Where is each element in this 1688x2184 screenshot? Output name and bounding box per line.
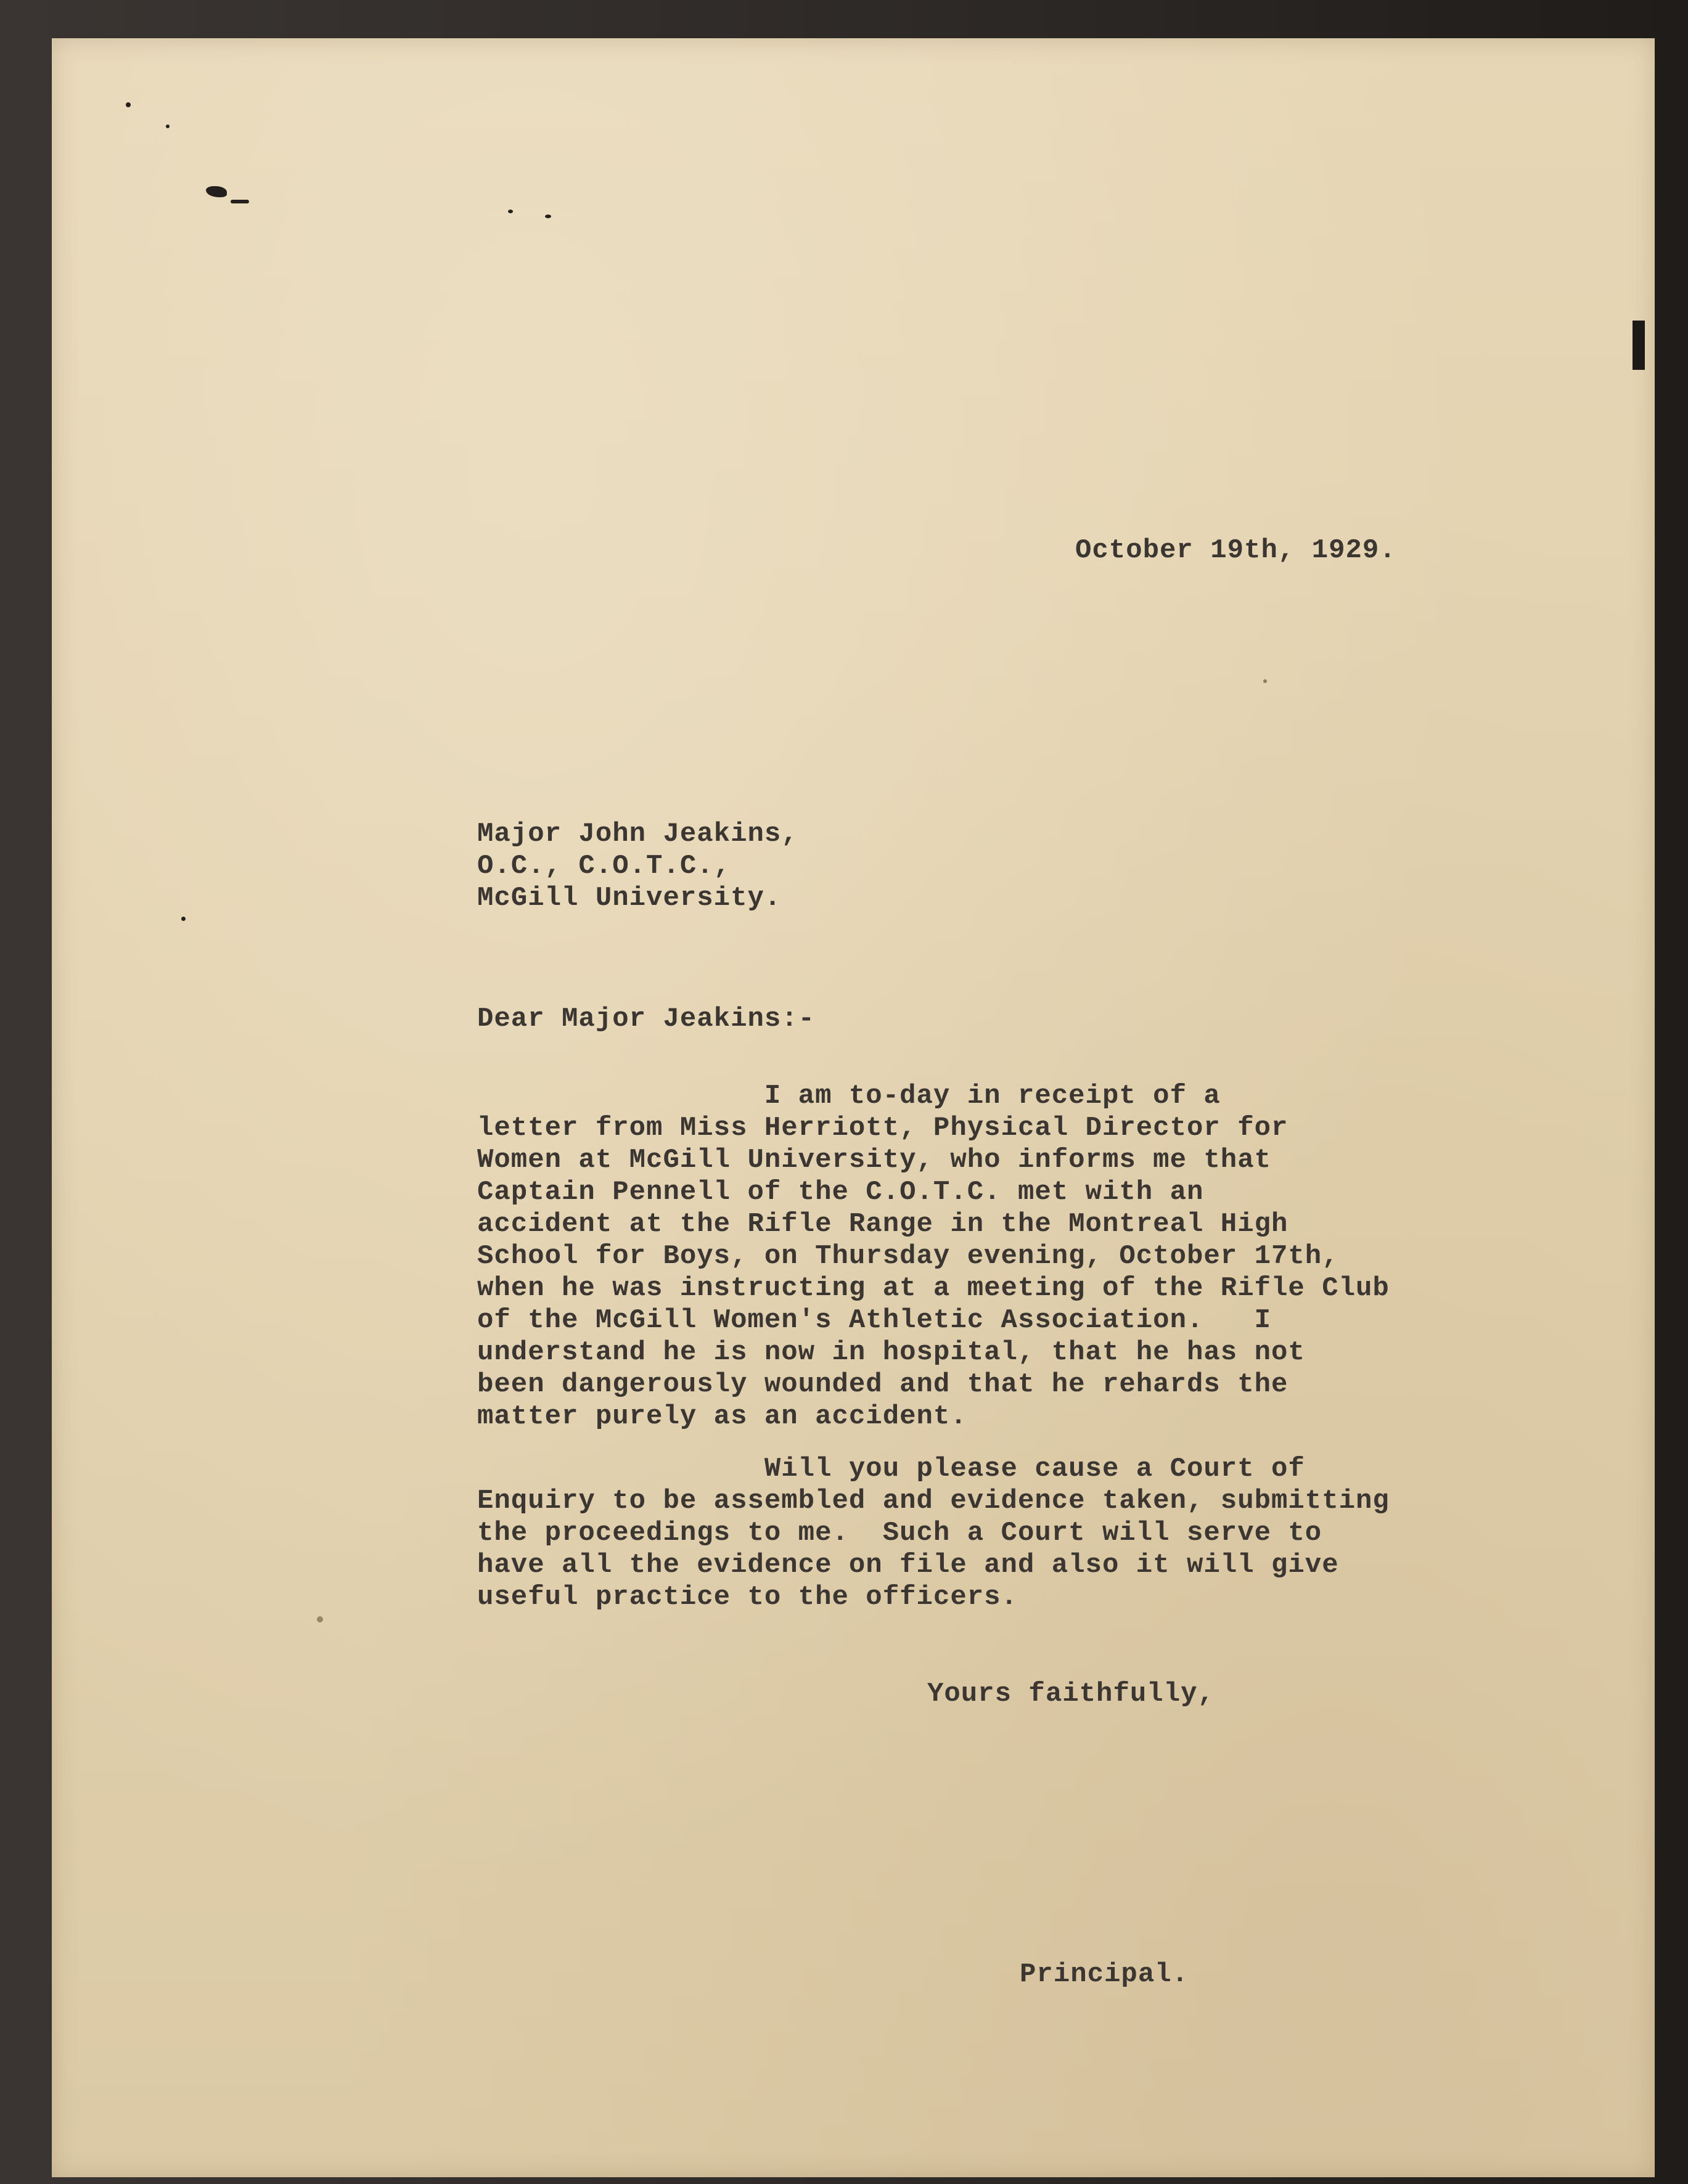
ink-speck xyxy=(181,917,186,921)
body-paragraph-2 xyxy=(477,1453,1390,1613)
ink-speck xyxy=(126,102,131,107)
paragraph-line: Will you please cause a Court of xyxy=(477,1454,1305,1484)
paragraph-line: the proceedings to me. Such a Court will serve to xyxy=(477,1518,1322,1548)
paragraph-line: matter purely as an accident. xyxy=(477,1401,967,1432)
ink-speck xyxy=(206,186,227,197)
body-paragraph-1 xyxy=(477,1080,1390,1433)
paragraph-line: understand he is now in hospital, that he has not xyxy=(477,1337,1305,1368)
recipient-address xyxy=(477,818,798,914)
page-edge-mark xyxy=(1633,321,1645,370)
salutation: Dear Major Jeakins:- xyxy=(477,1004,816,1034)
paragraph-line: when he was instructing at a meeting of the Rifle Club xyxy=(477,1273,1390,1304)
ink-speck xyxy=(508,210,513,213)
signature-title: Principal. xyxy=(1020,1959,1189,1990)
paragraph-line: of the McGill Women's Athletic Association. I xyxy=(477,1305,1272,1336)
ink-speck xyxy=(231,200,249,203)
ink-speck xyxy=(317,1616,323,1622)
paragraph-line: accident at the Rifle Range in the Montreal High xyxy=(477,1209,1289,1240)
recipient-line: Major John Jeakins, xyxy=(477,819,798,849)
closing: Yours faithfully, xyxy=(927,1679,1215,1709)
paragraph-line: have all the evidence on file and also it will give xyxy=(477,1550,1339,1581)
ink-speck xyxy=(545,215,551,218)
ink-speck xyxy=(1263,679,1267,683)
paragraph-line: letter from Miss Herriott, Physical Director for xyxy=(477,1113,1289,1143)
paragraph-line: I am to-day in receipt of a xyxy=(477,1081,1221,1111)
paragraph-line: School for Boys, on Thursday evening, October 17th, xyxy=(477,1241,1339,1272)
paragraph-line: been dangerously wounded and that he rehards the xyxy=(477,1369,1289,1400)
recipient-line: O.C., C.O.T.C., xyxy=(477,851,731,881)
ink-speck xyxy=(166,125,170,128)
recipient-line: McGill University. xyxy=(477,883,782,914)
letter-date: October 19th, 1929. xyxy=(1075,535,1396,566)
letter-page xyxy=(52,38,1655,2177)
paragraph-line: Women at McGill University, who informs me that xyxy=(477,1145,1272,1176)
paragraph-line: Captain Pennell of the C.O.T.C. met with an xyxy=(477,1177,1204,1208)
paragraph-line: useful practice to the officers. xyxy=(477,1582,1018,1613)
paragraph-line: Enquiry to be assembled and evidence taken, submitting xyxy=(477,1486,1390,1516)
